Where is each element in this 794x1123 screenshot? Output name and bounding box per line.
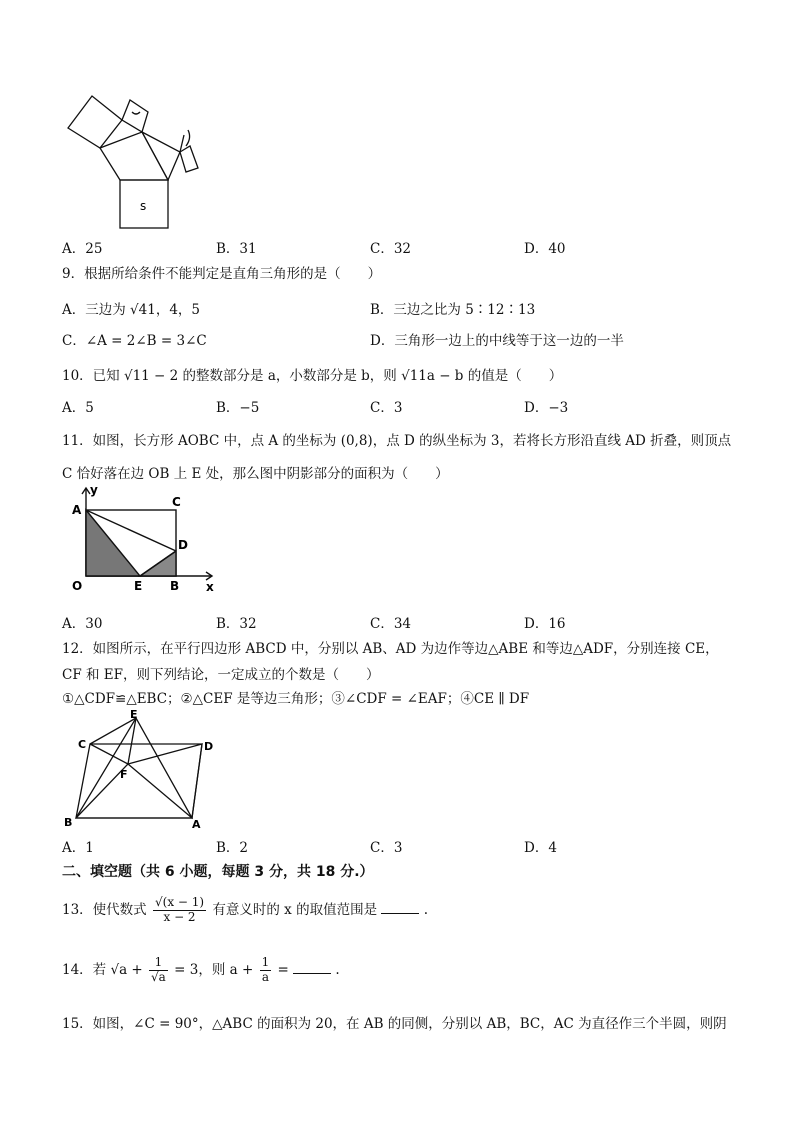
q14-prefix: 14．若 √a + [62,961,143,978]
q13 [62,896,428,925]
q12-figure [60,706,220,830]
q11-stem-line2: C 恰好落在边 OB 上 E 处，那么图中阴影部分的面积为（ ） [62,466,449,482]
q12-stem-line1: 12．如图所示，在平行四边形 ABCD 中，分别以 AB、AD 为边作等边△ABE 和等边△ADF，分别连接 CE， [62,641,719,657]
q13-fraction [153,896,206,925]
q13-numerator: √(x − 1) [154,895,205,909]
square-small-right [180,146,198,172]
q10-stem: 10．已知 √11 − 2 的整数部分是 a，小数部分是 b，则 √11a − b 的值是（ ） [62,368,563,384]
q8-option-b[interactable]: B．31 [216,241,257,257]
q15-stem: 15．如图，∠C = 90°，△ABC 的面积为 20，在 AB 的同侧，分别以 AB，BC，AC 为直径作三个半圆，则阴 [62,1016,727,1032]
q9-option-d[interactable]: D．三角形一边上的中线等于这一边的一半 [370,333,624,349]
q12-option-d[interactable]: D．4 [524,840,557,856]
label-d: D [178,538,188,552]
q12-stem-line3: ①△CDF≌△EBC；②△CEF 是等边三角形；③∠CDF = ∠EAF；④CE ∥ DF [62,691,530,707]
q13-prefix: 13．使代数式 [62,901,147,918]
q11-option-a[interactable]: A．30 [62,616,103,632]
q14-denominator-1: √a [151,969,166,984]
label-a: A [192,818,201,830]
parallelogram-abcd [76,744,202,818]
section-2-title: 二、填空题（共 6 小题，每题 3 分，共 18 分.） [62,864,374,880]
q13-denominator: x − 2 [163,909,196,924]
q8-figure [60,90,210,232]
q14-fraction-2 [260,956,272,985]
q9-option-a[interactable]: A．三边为 √41，4，5 [62,302,200,318]
label-b: B [170,579,180,593]
shaded-triangle-aoe [86,510,140,576]
square-top-small [122,100,148,132]
q9-option-b[interactable]: B．三边之比为 5∶12∶13 [370,302,536,318]
q13-answer-blank[interactable] [381,901,419,914]
q14-mid: = 3，则 a + [174,961,254,978]
q14-numerator-2: 1 [261,955,270,969]
q13-end: . [423,901,428,918]
triangle-adf [128,744,202,818]
q14-answer-blank[interactable] [293,961,331,974]
segment-ce [90,718,136,744]
label-o: O [72,579,83,593]
q11-option-d[interactable]: D．16 [524,616,566,632]
q14 [62,956,340,985]
q8-option-d[interactable]: D．40 [524,241,566,257]
segment-cf [90,744,128,764]
q8-option-c[interactable]: C．32 [370,241,412,257]
q10-option-c[interactable]: C．3 [370,400,403,416]
q12-stem-line2: CF 和 EF，则下列结论，一定成立的个数是（ ） [62,667,380,683]
q9-stem: 9．根据所给条件不能判定是直角三角形的是（ ） [62,266,382,282]
right-triangle-region [142,132,180,180]
q9-option-c[interactable]: C．∠A = 2∠B = 3∠C [62,333,207,349]
q14-fraction-1 [149,956,168,985]
q14-end: . [335,961,340,978]
label-a: A [72,503,82,517]
q14-suffix: = [277,961,289,978]
q14-numerator-1: 1 [149,956,168,971]
label-e: E [130,708,138,721]
label-f: F [120,768,128,781]
q8-option-a[interactable]: A．25 [62,241,103,257]
square-top-left [68,96,122,148]
label-y: y [90,483,98,497]
label-s: s [140,199,147,213]
q11-figure [66,482,216,596]
label-d: D [204,740,214,753]
q10-option-b[interactable]: B．−5 [216,400,260,416]
label-e: E [134,579,143,593]
label-c: C [172,495,181,509]
q14-denominator-2: a [261,969,269,984]
label-c: C [78,738,87,751]
middle-squares [100,132,168,180]
q11-stem-line1: 11．如图，长方形 AOBC 中，点 A 的坐标为 (0,8)，点 D 的纵坐标为 3，若将长方形沿直线 AD 折叠，则顶点 [62,433,732,449]
q10-option-d[interactable]: D．−3 [524,400,569,416]
q12-option-c[interactable]: C．3 [370,840,403,856]
q11-option-c[interactable]: C．34 [370,616,412,632]
label-x: x [206,580,214,594]
q10-option-a[interactable]: A．5 [62,400,94,416]
label-b: B [64,816,73,829]
q13-suffix: 有意义时的 x 的取值范围是 [212,901,378,918]
q11-option-b[interactable]: B．32 [216,616,257,632]
q12-option-b[interactable]: B．2 [216,840,249,856]
q12-option-a[interactable]: A．1 [62,840,94,856]
